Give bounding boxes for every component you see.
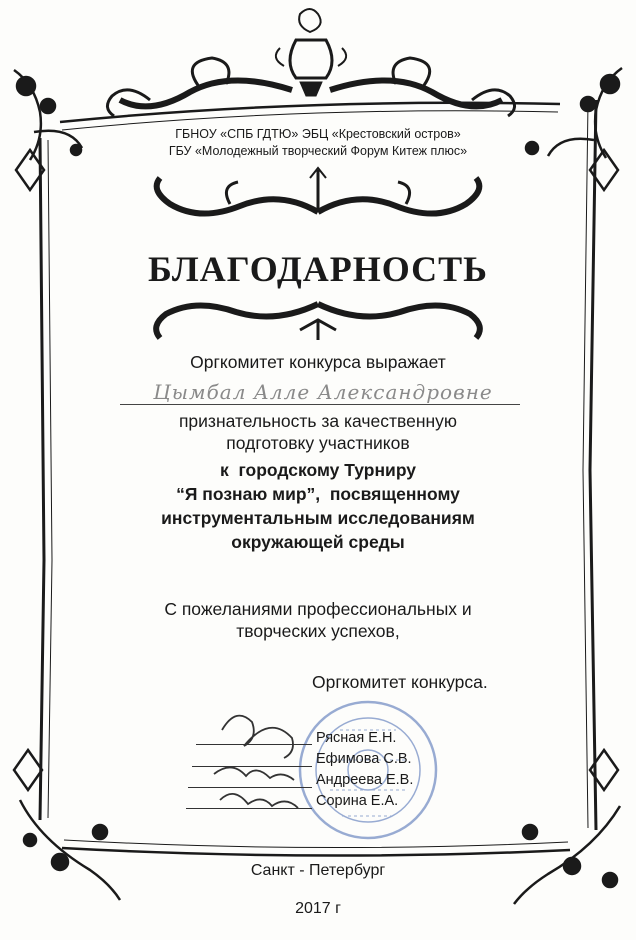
signature-line <box>192 766 312 767</box>
title-bottom-flourish-icon <box>156 304 480 340</box>
signature-line <box>196 744 312 745</box>
wishes-text <box>0 598 636 642</box>
event-line: к городскому Турниру <box>219 460 417 480</box>
wish-line: творческих успехов, <box>236 621 400 641</box>
signatory-name: Ефимова С.В. <box>316 751 412 767</box>
title-top-flourish-icon <box>157 168 480 214</box>
organizers-header <box>0 126 636 160</box>
bottom-right-corner-ornament-icon <box>514 750 620 904</box>
vase-ornament-icon <box>107 9 514 116</box>
signatory-name: Сорина Е.А. <box>316 793 399 809</box>
organizer-line: ГБНОУ «СПБ ГДТЮ» ЭБЦ «Крестовский остров» <box>175 127 461 141</box>
document-title: БЛАГОДАРНОСТЬ <box>148 249 488 289</box>
wish-line: С пожеланиями профессиональных и <box>164 599 472 619</box>
signature-line <box>188 787 312 788</box>
signatory-name: Рясная Е.Н. <box>316 730 397 746</box>
event-description <box>0 458 636 554</box>
city-label: Санкт - Петербург <box>250 862 386 879</box>
signature-line <box>186 808 312 809</box>
signatory-name: Андреева Е.В. <box>316 772 414 788</box>
organizer-line: ГБУ «Молодежный творческий Форум Китеж плюс» <box>168 144 468 158</box>
signatories-list <box>316 728 413 812</box>
handwritten-signatures-icon <box>214 716 298 808</box>
committee-signature-label: Оргкомитет конкурса. <box>312 672 488 692</box>
body-line: признательность за качественную <box>178 411 458 431</box>
year-label: 2017 г <box>295 900 341 917</box>
event-line: “Я познаю мир”, посвященному <box>176 484 460 504</box>
event-line: окружающей среды <box>231 532 405 552</box>
gratitude-text <box>0 410 636 454</box>
body-line: подготовку участников <box>226 433 410 453</box>
event-line: инструментальным исследованиям <box>161 508 475 528</box>
intro-text: Оргкомитет конкурса выражает <box>190 352 446 372</box>
recipient-underline <box>120 404 520 405</box>
recipient-name-handwritten: Цымбал Алле Александровне <box>153 380 493 404</box>
